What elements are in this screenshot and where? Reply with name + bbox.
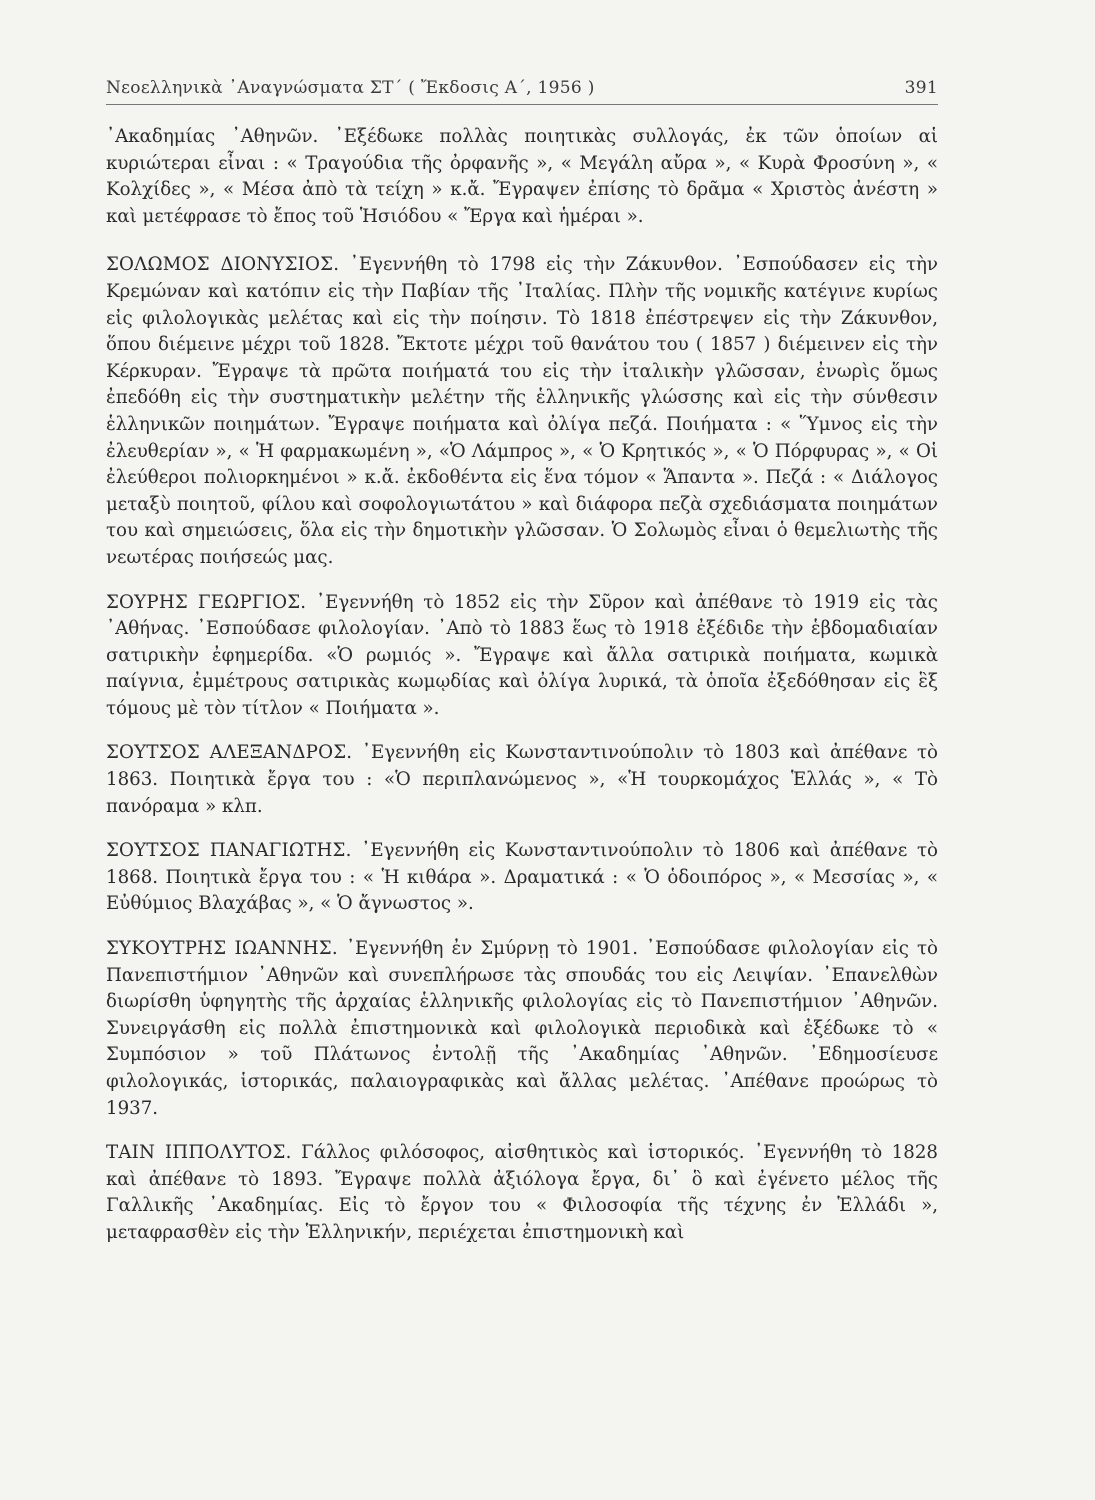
entry-solomos — [106, 252, 938, 571]
entry-text: ᾿Εγεννήθη τὸ 1798 εἰς τὴν Ζάκυνθον. ᾿Εσπούδασεν εἰς τὴν Κρεμώναν καὶ κατόπιν εἰς τὴν Παβίαν τῆς ᾿Ιταλίας. Πλὴν τῆς νομικῆς κατέγινε κυρίως εἰς φιλολογικὰς μελέτας καὶ εἰς τὴν ποίησιν. Τὸ 1818 ἐπέστρεψεν εἰς τὴν Ζάκυνθον, ὅπου διέμεινε μέχρι τοῦ 1828. Ἔκτοτε μέχρι τοῦ θανάτου του ( 1857 ) διέμεινεν εἰς τὴν Κέρκυραν. Ἔγραψε τὰ πρῶτα ποιήματά του εἰς τὴν ἰταλικὴν γλῶσσαν, ἐνωρὶς ὅμως ἐπεδόθη εἰς τὴν συστηματικὴν μελέτην τῆς ἑλληνικῆς γλώσσης καὶ εἰς τὴν σύνθεσιν ἑλληνικῶν ποιημάτων. Ἔγραψε ποιήματα καὶ ὀλίγα πεζά. Ποιήματα : « Ὕμνος εἰς τὴν ἐλευθερίαν », « Ἡ φαρμακωμένη », «Ὁ Λάμπρος », « Ὁ Κρητικός », « Ὁ Πόρφυρας », « Οἱ ἐλεύθεροι πολιορκημένοι » κ.ἄ. ἐκδοθέντα εἰς ἕνα τόμον « Ἅπαντα ». Πεζά : « Διάλογος μεταξὺ ποιητοῦ, φίλου καὶ σοφολογιωτάτου » καὶ διάφορα πεζὰ σχεδιάσματα ποιημάτων του καὶ σημειώσεις, ὅλα εἰς τὴν δημοτικὴν γλῶσσαν. Ὁ Σολωμὸς εἶναι ὁ θεμελιωτὴς τῆς νεωτέρας ποιήσεώς μας. — [106, 254, 938, 568]
entry-text: ᾿Εγεννήθη τὸ 1852 εἰς τὴν Σῦρον καὶ ἀπέθανε τὸ 1919 εἰς τὰς ᾿Αθήνας. ᾿Εσπούδασε φιλολογίαν. ᾿Απὸ τὸ 1883 ἕως τὸ 1918 ἐξέδιδε τὴν ἑβδομαδιαίαν σατιρικὴν ἐφημερίδα. «Ὁ ρωμιός ». Ἔγραψε καὶ ἄλλα σατιρικὰ ποιήματα, κωμικὰ παίγνια, ἐμμέτρους σατιρικὰς κωμῳδίας καὶ ὀλίγα λυρικά, τὰ ὁποῖα ἐξεδόθησαν εἰς ἓξ τόμους μὲ τὸν τίτλον « Ποιήματα ». — [106, 591, 938, 719]
entry-name: ΣΥΚΟΥΤΡΗΣ ΙΩΑΝΝΗΣ. — [106, 938, 338, 960]
entry-text: ᾿Εγεννήθη εἰς Κωνσταντινούπολιν τὸ 1806 καὶ ἀπέθανε τὸ 1868. Ποιητικὰ ἔργα του : « Ἡ κιθάρα ». Δραματικά : « Ὁ ὁδοιπόρος », « Μεσσίας », « Εὐθύμιος Βλαχάβας », « Ὁ ἄγνωστος ». — [106, 840, 938, 915]
entry-sykoutris — [106, 936, 938, 1122]
entry-soutsos-panagiotis — [106, 838, 938, 918]
entry-name: ΣΟΥΤΣΟΣ ΑΛΕΞΑΝΔΡΟΣ. — [106, 742, 353, 764]
entry-soutsos-alexandros — [106, 740, 938, 820]
continued-entry-text: ᾿Ακαδημίας ᾿Αθηνῶν. ᾿Εξέδωκε πολλὰς ποιητικὰς συλλογάς, ἐκ τῶν ὁποίων αἱ κυριώτεραι εἶναι : « Τραγούδια τῆς ὀρφανῆς », « Μεγάλη αὔρα », « Κυρὰ Φροσύνη », « Κολχίδες », « Μέσα ἀπὸ τὰ τείχη » κ.ἄ. Ἔγραψεν ἐπίσης τὸ δρᾶμα « Χριστὸς ἀνέστη » καὶ μετέφρασε τὸ ἔπος τοῦ Ἡσιόδου « Ἔργα καὶ ἡμέραι ». — [106, 126, 938, 227]
running-header — [106, 72, 938, 102]
biographical-entries — [106, 124, 938, 1265]
entry-name: ΣΟΥΤΣΟΣ ΠΑΝΑΓΙΩΤΗΣ. — [106, 840, 352, 862]
entry-text: Γάλλος φιλόσοφος, αἰσθητικὸς καὶ ἱστορικός. ᾿Εγεννήθη τὸ 1828 καὶ ἀπέθανε τὸ 1893. Ἔγραψε πολλὰ ἀξιόλογα ἔργα, δι᾿ ὃ καὶ ἐγένετο μέλος τῆς Γαλλικῆς ᾿Ακαδημίας. Εἰς τὸ ἔργον του « Φιλοσοφία τῆς τέχνης ἐν Ἑλλάδι », μεταφρασθὲν εἰς τὴν Ἑλληνικήν, περιέχεται ἐπιστημονικὴ καὶ — [106, 1142, 938, 1243]
entry-name: ΣΟΛΩΜΟΣ ΔΙΟΝΥΣΙΟΣ. — [106, 254, 340, 276]
entry-text: ᾿Εγεννήθη ἐν Σμύρνῃ τὸ 1901. ᾿Εσπούδασε φιλολογίαν εἰς τὸ Πανεπιστήμιον ᾿Αθηνῶν καὶ συνεπλήρωσε τὰς σπουδάς του εἰς Λειψίαν. ᾿Επανελθὼν διωρίσθη ὑφηγητὴς τῆς ἀρχαίας ἑλληνικῆς φιλολογίας εἰς τὸ Πανεπιστήμιον ᾿Αθηνῶν. Συνειργάσθη εἰς πολλὰ ἐπιστημονικὰ καὶ φιλολογικὰ περιοδικὰ καὶ ἐξέδωκε τὸ « Συμπόσιον » τοῦ Πλάτωνος ἐντολῇ τῆς ᾿Ακαδημίας ᾿Αθηνῶν. ᾿Εδημοσίευσε φιλολογικάς, ἱστορικάς, παλαιογραφικὰς καὶ ἄλλας μελέτας. ᾿Απέθανε προώρως τὸ 1937. — [106, 938, 938, 1119]
header-rule — [106, 104, 938, 105]
running-title: Νεοελληνικὰ ᾿Αναγνώσματα ΣΤ΄ ( Ἔκδοσις Α΄, 1956 ) — [106, 78, 595, 98]
entry-souris — [106, 590, 938, 723]
entry-taine — [106, 1140, 938, 1246]
entry-name: ΤΑΙΝ ΙΠΠΟΛΥΤΟΣ. — [106, 1142, 292, 1164]
entry-name: ΣΟΥΡΗΣ ΓΕΩΡΓΙΟΣ. — [106, 591, 307, 613]
entry-text: ᾿Εγεννήθη εἰς Κωνσταντινούπολιν τὸ 1803 καὶ ἀπέθανε τὸ 1863. Ποιητικὰ ἔργα του : «Ὁ περιπλανώμενος », «Ἡ τουρκομάχος Ἑλλάς », « Τὸ πανόραμα » κλπ. — [106, 742, 938, 817]
page-number: 391 — [904, 78, 938, 98]
